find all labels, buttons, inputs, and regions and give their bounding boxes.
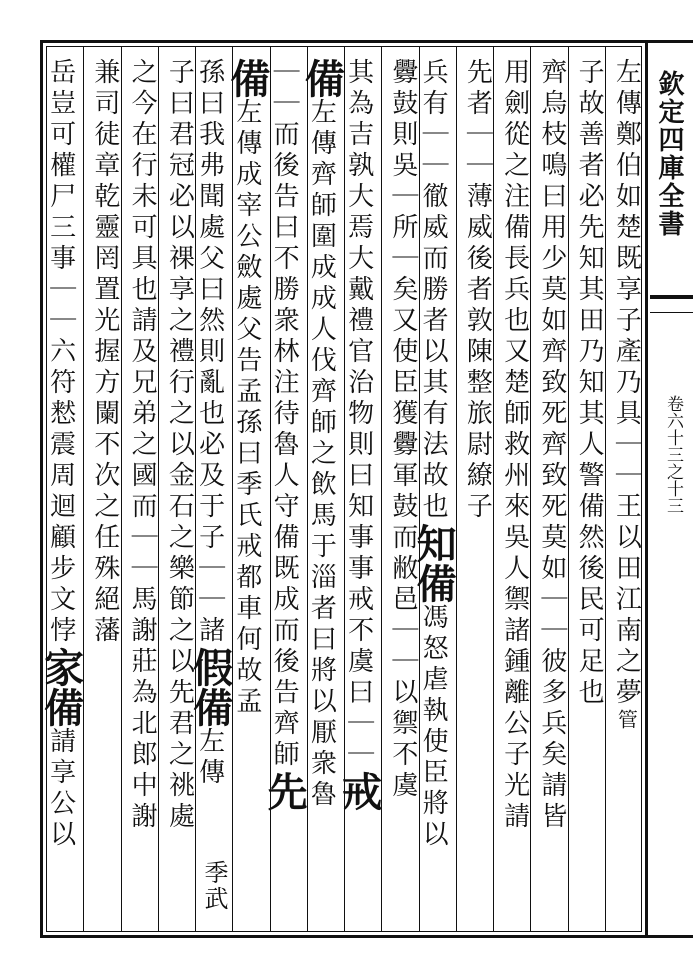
text-column: [609, 58, 642, 928]
column-rule: [568, 46, 569, 932]
column-rule: [605, 46, 606, 932]
column-text: 子曰君冠必以祼享之禮行之以金石之樂節之以先君之祧處: [164, 58, 195, 833]
fish-tail-line: [650, 312, 693, 313]
column-text: 左傳鄭伯如楚既享子產乃具｜｜王以田江南之夢: [611, 58, 642, 709]
heading-term: 知備: [410, 523, 458, 603]
column-rule: [530, 46, 531, 932]
column-text: 兵有｜｜徹威而勝者以其有法故也: [418, 58, 449, 523]
text-column: [460, 58, 493, 928]
text-column: [498, 58, 528, 928]
column-text: 之今在行未可具也請及兄弟之國而｜｜馬謝莊為北郎中謝: [127, 58, 158, 833]
column-text: 先者｜｜薄威後者敦陳整旅尉繚子: [462, 58, 493, 523]
column-text: 其為吉孰大焉大戴禮官治物則曰知事事戒不虞曰｜｜: [343, 58, 374, 771]
text-column: [261, 58, 309, 928]
column-text: 齊烏枝鳴曰用少莫如齊致死齊致死莫如｜｜彼多兵矣請皆: [536, 58, 567, 833]
heading-term: 備: [298, 58, 346, 98]
fish-tail-mark: [650, 295, 693, 299]
text-column: [335, 58, 383, 928]
column-text: 子故善者必先知其田乃知其人警備然後民可足也: [574, 58, 605, 709]
column-text: 孫曰我弗聞處父曰然則亂也必及于子｜｜諸: [194, 58, 225, 647]
heading-term: 戒: [335, 771, 383, 811]
column-text: 左傳成宰公斂處父告孟孫曰季氏戒都車何故孟: [231, 98, 262, 718]
text-column: [572, 58, 605, 928]
text-column: [162, 58, 195, 928]
column-rule: [456, 46, 457, 932]
column-text: 請享公以: [45, 727, 76, 851]
column-text: 左傳: [194, 727, 225, 789]
text-column: [223, 58, 271, 928]
column-text: 岳豈可權尸三事｜｜六符慭震周迴顧步文悖: [45, 58, 76, 647]
text-column: [125, 58, 158, 928]
column-text: ｜｜而後告曰不勝衆林注待魯人守備既成而後告齊師: [269, 58, 300, 771]
heading-term: 假備: [186, 647, 234, 727]
column-text: 管: [614, 709, 639, 734]
text-column: [298, 58, 346, 928]
volume-label: 卷六十三之十三: [663, 395, 683, 514]
column-rule: [121, 46, 122, 932]
column-tail-text: 季武: [200, 860, 228, 912]
column-text: 釁鼓則吳｜所｜矣又使臣獲釁軍鼓而敝邑｜｜以禦不虞: [387, 58, 418, 802]
text-column: [37, 58, 85, 928]
text-column: [410, 58, 458, 928]
heading-term: 家備: [37, 647, 85, 727]
column-text: 馮怒虐執使臣將以: [418, 603, 449, 851]
text-column: [186, 58, 234, 928]
heading-term: 備: [223, 58, 271, 98]
text-column: [535, 58, 565, 928]
column-text: 左傳齊師圍成成人伐齊師之飲馬于淄者曰將以厭衆魯: [306, 98, 337, 811]
column-text: 兼司徒章乾靈罔置光握方闌不次之任殊絕藩: [89, 58, 120, 647]
library-title: 欽定四庫全書: [654, 70, 684, 238]
column-text: 用劍從之注備長兵也又楚師救州來吳人禦諸鍾離公子光請: [499, 58, 530, 833]
column-rule: [493, 46, 494, 932]
column-rule: [158, 46, 159, 932]
text-column: [386, 58, 416, 928]
column-rule: [83, 46, 84, 932]
heading-term: 先: [261, 771, 309, 811]
text-column: [88, 58, 118, 928]
